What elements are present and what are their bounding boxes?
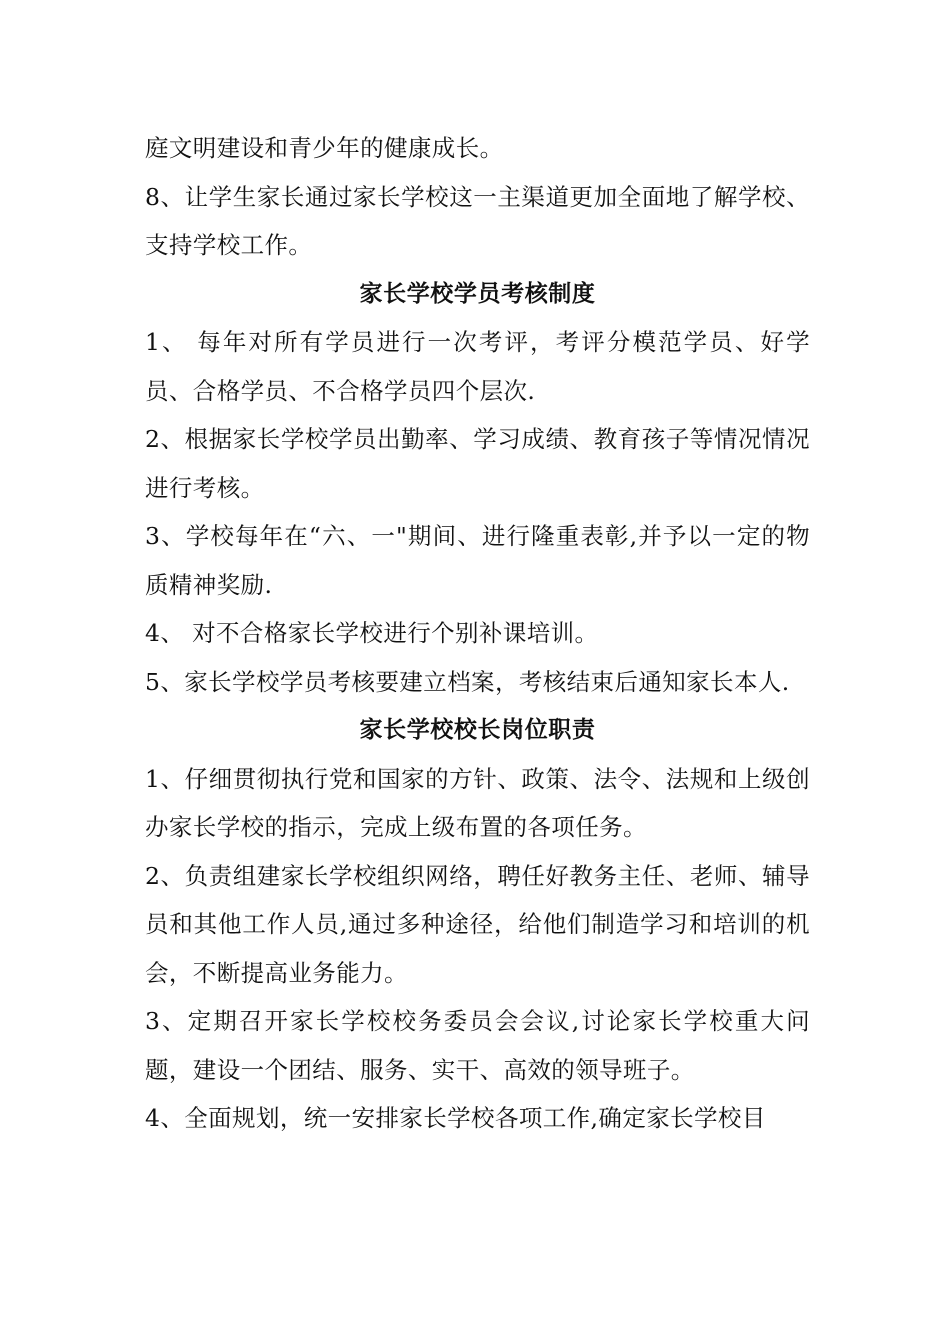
duty-item-3: 3、定期召开家长学校校务委员会会议,讨论家长学校重大问题，建设一个团结、服务、实干、高效的领导班子。 <box>145 1007 810 1084</box>
duty-item-4: 4、全面规划，统一安排家长学校各项工作,确定家长学校目 <box>145 1104 766 1132</box>
lead-paragraph-1: 庭文明建设和青少年的健康成长。 <box>145 134 504 162</box>
document-body <box>145 124 810 1143</box>
assessment-item-5: 5、家长学校学员考核要建立档案，考核结束后通知家长本人. <box>145 667 790 696</box>
section-title-principal-duties: 家长学校校长岗位职责 <box>359 717 596 743</box>
lead-paragraph-2: 8、让学生家长通过家长学校这一主渠道更加全面地了解学校、支持学校工作。 <box>145 182 810 259</box>
section-title-assessment: 家长学校学员考核制度 <box>359 280 596 307</box>
assessment-item-4: 4、 对不合格家长学校进行个别补课培训。 <box>145 619 599 647</box>
duty-item-2: 2、负责组建家长学校组织网络，聘任好教务主任、老师、辅导员和其他工作人员,通过多种途径，给他们制造学习和培训的机会，不断提高业务能力。 <box>145 861 810 987</box>
duty-item-1: 1、仔细贯彻执行党和国家的方针、政策、法令、法规和上级创办家长学校的指示，完成上级布置的各项任务。 <box>145 764 810 841</box>
assessment-item-2: 2、根据家长学校学员出勤率、学习成绩、教育孩子等情况情况进行考核。 <box>145 425 810 502</box>
assessment-item-1: 1、 每年对所有学员进行一次考评，考评分模范学员、好学员、合格学员、不合格学员四个层次. <box>145 328 810 405</box>
assessment-item-3: 3、学校每年在“六、一"期间、进行隆重表彰,并予以一定的物质精神奖励. <box>145 522 810 599</box>
